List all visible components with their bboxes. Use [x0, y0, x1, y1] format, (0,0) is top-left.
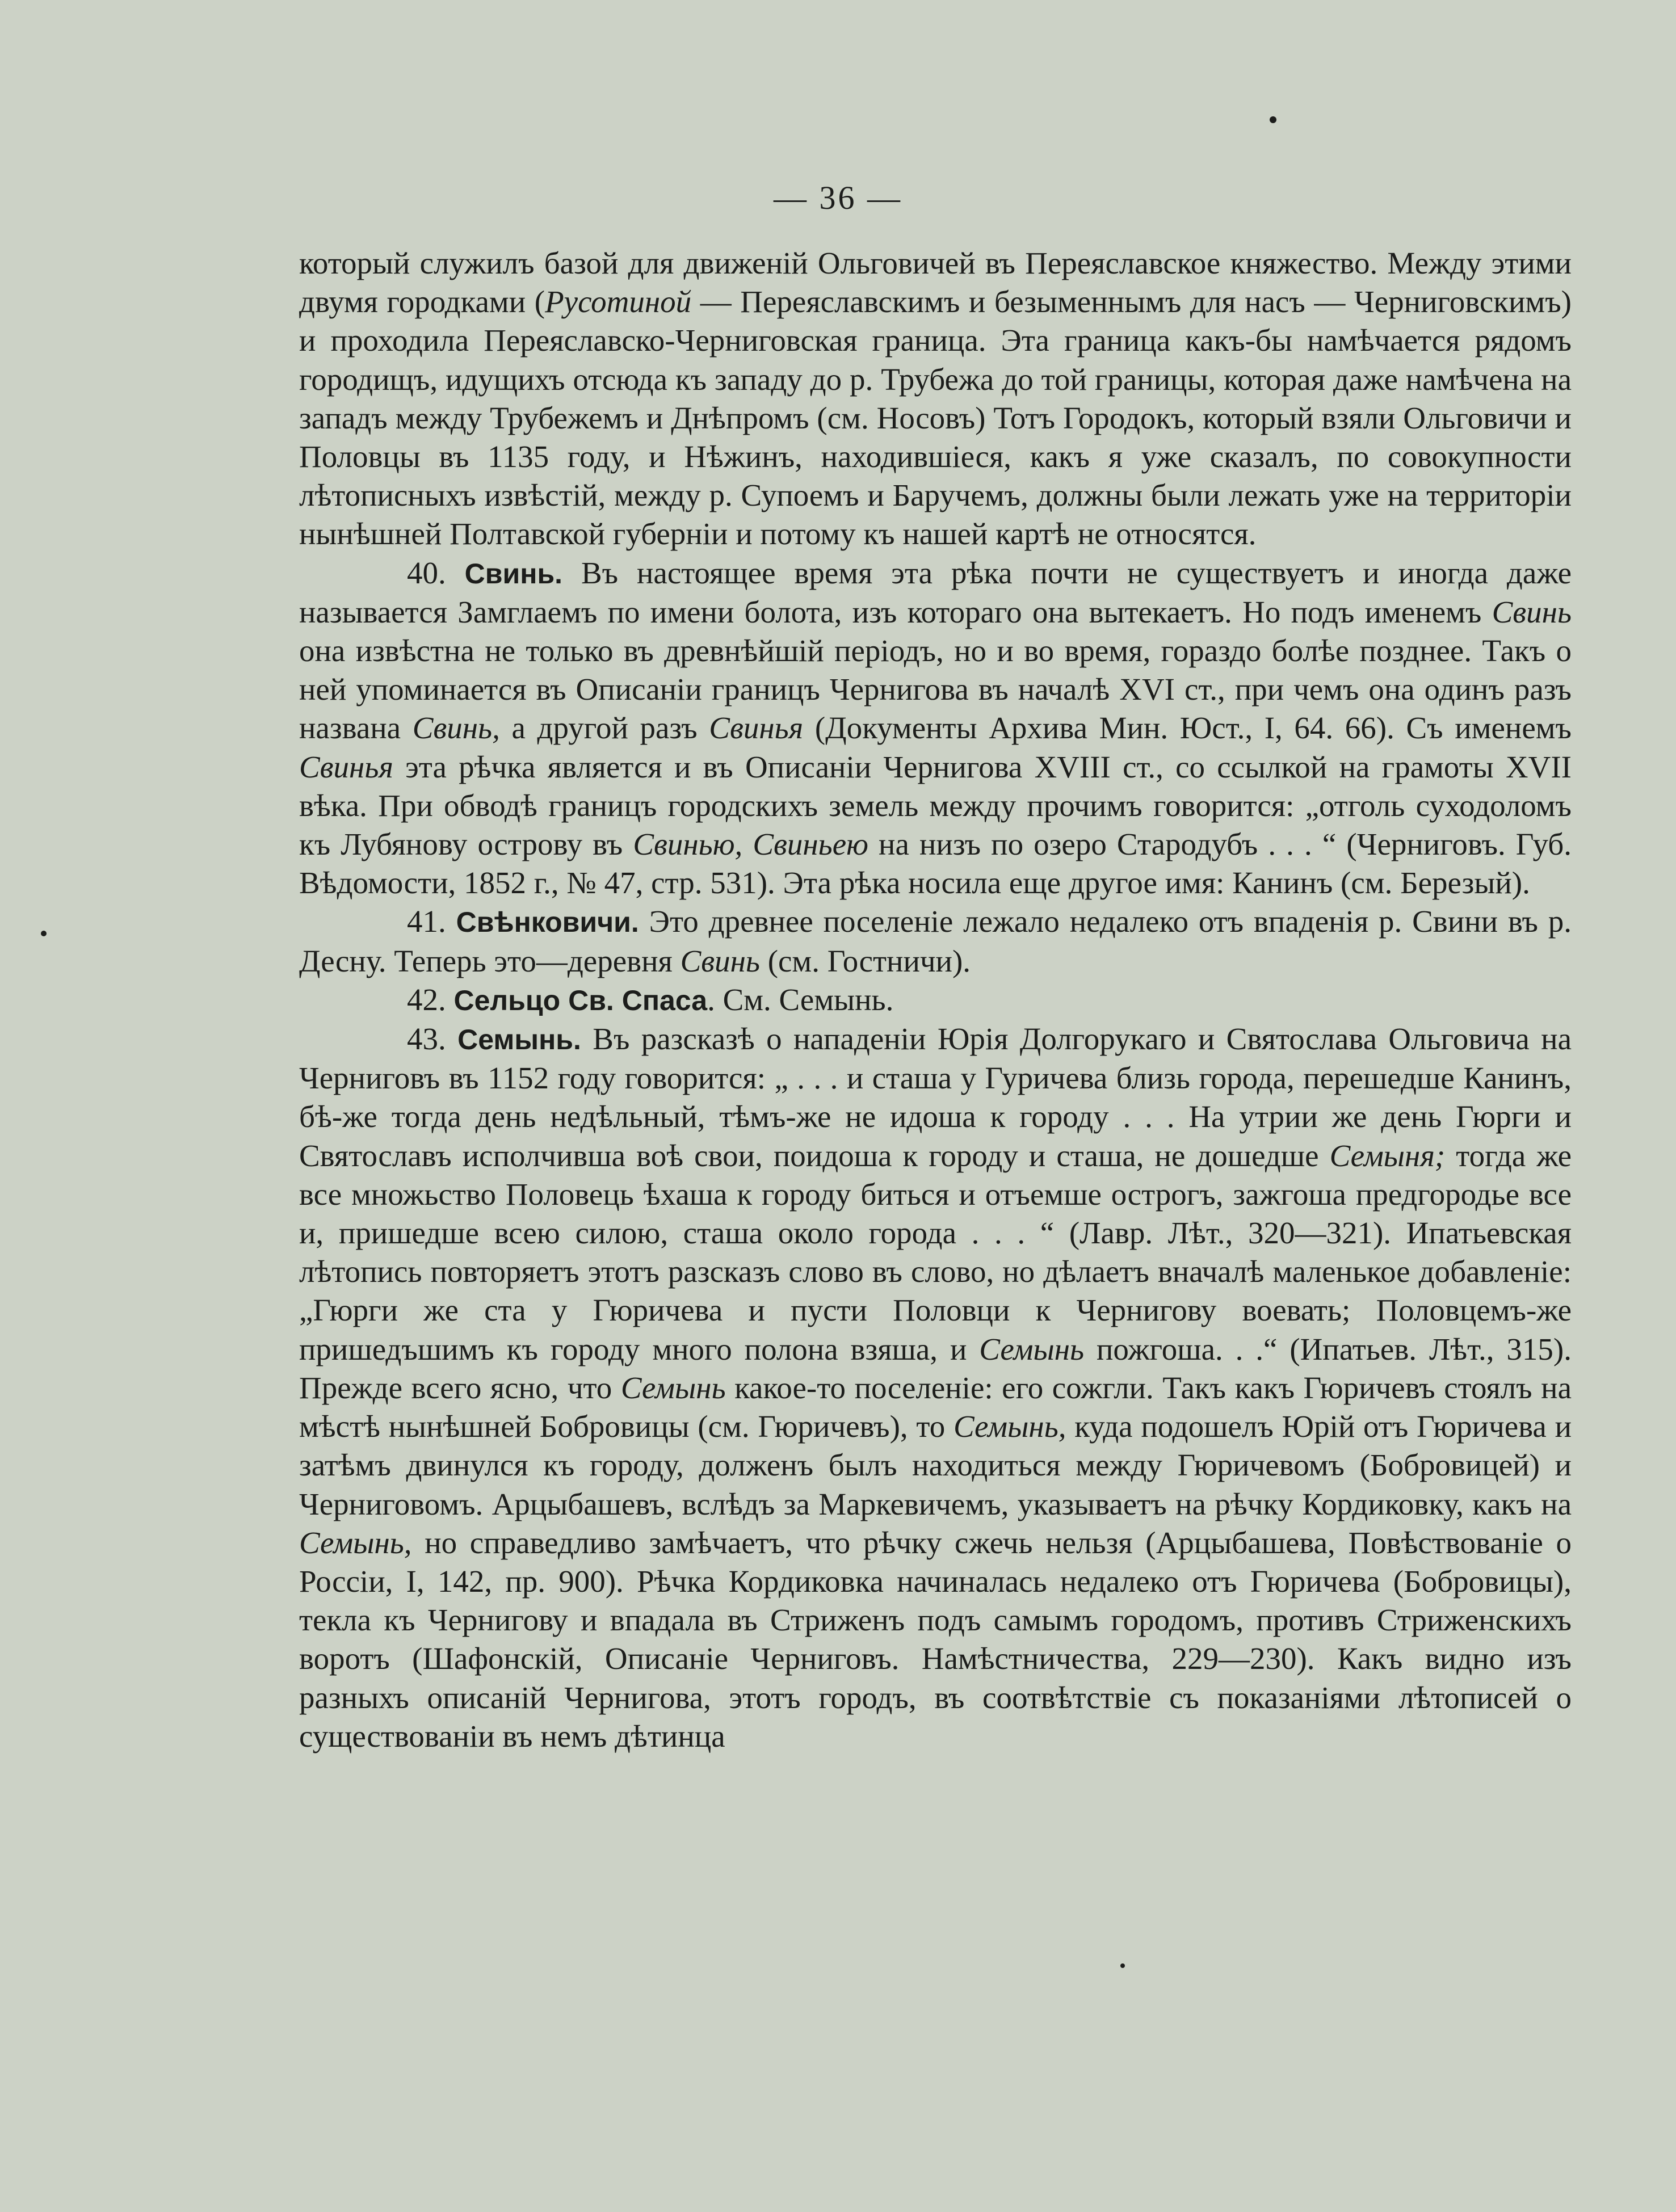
text-run: она извѣстна не только въ древнѣйшій періодъ, но и во время, гораздо болѣе позднее. Такъ о ней упоминается въ Описаніи границъ Чернигова въ началѣ XVI ст., при чемъ она одинъ разъ названа [299, 633, 1572, 746]
text-run: Это древнее поселеніе лежало недалеко отъ впаденія р. Свини въ р. Десну. Теперь это—деревня [299, 904, 1572, 978]
text-run: (Документы Архива Мин. Юст., I, 64. 66). Съ именемъ [803, 710, 1572, 746]
body-text [299, 244, 1572, 1756]
italic-name: Свинь [680, 943, 760, 978]
text-run: который служилъ базой для движеній Ольговичей въ Переяславское княжество. Между этими двумя городками ( [299, 246, 1572, 319]
text-run: (см. Гостничи). [759, 943, 971, 978]
text-run: но справедливо замѣчаетъ, что рѣчку сжечь нельзя (Арцыбашева, Повѣствованіе о Россіи, I, 142, пр. 900). Рѣчка Кордиковка начиналась недалеко отъ Гюричева (Бобровицы), текла къ Чернигову и впадала въ Стриженъ подъ самымъ городомъ, противъ Стриженскихъ воротъ (Шафонскій, Описаніе Черниговъ. Намѣстничества, 229—230). Какъ видно изъ разныхъ описаній Чернигова, этотъ городъ, въ соотвѣтствіе съ показаніями лѣтописей о существованіи въ немъ дѣтинца [299, 1525, 1572, 1753]
ink-speck [41, 931, 47, 936]
italic-name: Семынь, [953, 1409, 1066, 1444]
text-run: куда подошелъ Юрій отъ Гюричева и затѣмъ двинулся къ городу, долженъ былъ находиться между Гюричевомъ (Бобровицей) и Черниговомъ. Арцыбашевъ, вслѣдъ за Маркевичемъ, указываетъ на рѣчку Кордиковку, какъ на [299, 1409, 1572, 1521]
entry-term: Свинь. [464, 557, 563, 590]
entry-40-paragraph [299, 554, 1572, 903]
entry-term: Сельцо Св. Спаса [453, 984, 708, 1016]
italic-name: Семынь [620, 1370, 726, 1405]
text-run: Въ настоящее время эта рѣка почти не существуетъ и иногда даже называется Замглаемъ по имени болота, изъ котораго она вытекаетъ. Но подъ именемъ [299, 555, 1572, 629]
italic-name: Свинья [299, 749, 393, 784]
ink-speck [1270, 116, 1276, 123]
italic-name: Семыня; [1329, 1138, 1446, 1173]
text-run: пожгоша. . .“ (Ипатьев. Лѣт., 315). Прежде всего ясно, что [299, 1331, 1572, 1405]
entry-term: Семынь. [457, 1024, 581, 1056]
page-number: — 36 — [774, 179, 902, 216]
italic-name: Русотиной [545, 284, 692, 319]
entry-number: 43. [407, 1021, 446, 1057]
entry-number: 40. [407, 555, 446, 590]
text-run: какое-то поселеніе: его сожгли. Такъ какъ Гюричевъ стоялъ на мѣстѣ нынѣшней Бобровицы (см. Гюричевъ), то [299, 1370, 1572, 1444]
entry-41-paragraph [299, 902, 1572, 980]
text-run: на низъ по озеро Стародубъ . . . “ (Черниговъ. Губ. Вѣдомости, 1852 г., № 47, стр. 531). Эта рѣка носила еще другое имя: Канинъ (см. Березый). [299, 827, 1572, 901]
text-run: тогда же все множьство Половець ѣхаша к городу биться и отъемше острогъ, зажгоша предгородье все и, пришедше всею силою, сташа около города . . . “ (Лавр. Лѣт., 320—321). Ипатьевская лѣтопись повторяетъ этотъ разсказъ слово въ слово, но дѣлаетъ вначалѣ маленькое добавленіе: „Гюрги же ста у Гюричева и пусти Половци к Чернигову воевать; Половцемъ-же пришедъшимъ къ городу много полона взяша, и [299, 1138, 1572, 1366]
entry-term: Свѣнковичи. [456, 906, 639, 939]
italic-name: Свинь [1492, 594, 1572, 629]
entry-number: 41. [407, 904, 446, 939]
italic-name: Семынь [979, 1331, 1085, 1366]
text-run: Въ разсказѣ о нападеніи Юрія Долгорукаго и Святослава Ольговича на Черниговъ въ 1152 году говорится: „ . . . и сташа у Гуричева близь города, перешедше Канинъ, бѣ-же тогда день недѣльный, тѣмъ-же не идоша к городу . . . На утрии же день Гюрги и Святославъ исполчивша воѣ свои, поидоша к городу и сташа, не дошедше [299, 1021, 1572, 1173]
entry-43-paragraph [299, 1020, 1572, 1756]
italic-name: Свинью, Свиньею [633, 827, 868, 862]
entry-42-paragraph [299, 981, 1572, 1020]
text-run: эта рѣчка является и въ Описаніи Чернигова XVIII ст., со ссылкой на грамоты XVII вѣка. При обводѣ границъ городскихъ земель между прочимъ говорится: „отголь суходоломъ къ Лубянову острову въ [299, 749, 1572, 862]
continuation-paragraph [299, 244, 1572, 554]
italic-name: Свинь, [412, 710, 500, 746]
italic-name: Свинья [709, 710, 804, 746]
italic-name: Семынь, [299, 1525, 412, 1560]
ink-speck [1120, 1963, 1125, 1968]
entry-number: 42. [407, 982, 446, 1017]
text-run: а другой разъ [499, 710, 709, 746]
text-run: — Переяславскимъ и безыменнымъ для насъ — Черниговскимъ) и проходила Переяславско-Черниговская граница. Эта граница какъ-бы намѣчается рядомъ городищъ, идущихъ отсюда къ западу до р. Трубежа до той границы, которая даже намѣчена на западъ между Трубежемъ и Днѣпромъ (см. Носовъ) Тотъ Городокъ, который взяли Ольговичи и Половцы въ 1135 году, и Нѣжинъ, находившіеся, какъ я уже сказалъ, по совокупности лѣтописныхъ извѣстій, между р. Супоемъ и Баручемъ, должны были лежать уже на территоріи нынѣшней Полтавской губерніи и потому къ нашей картѣ не относятся. [299, 284, 1572, 552]
text-run: . См. Семынь. [707, 982, 894, 1017]
